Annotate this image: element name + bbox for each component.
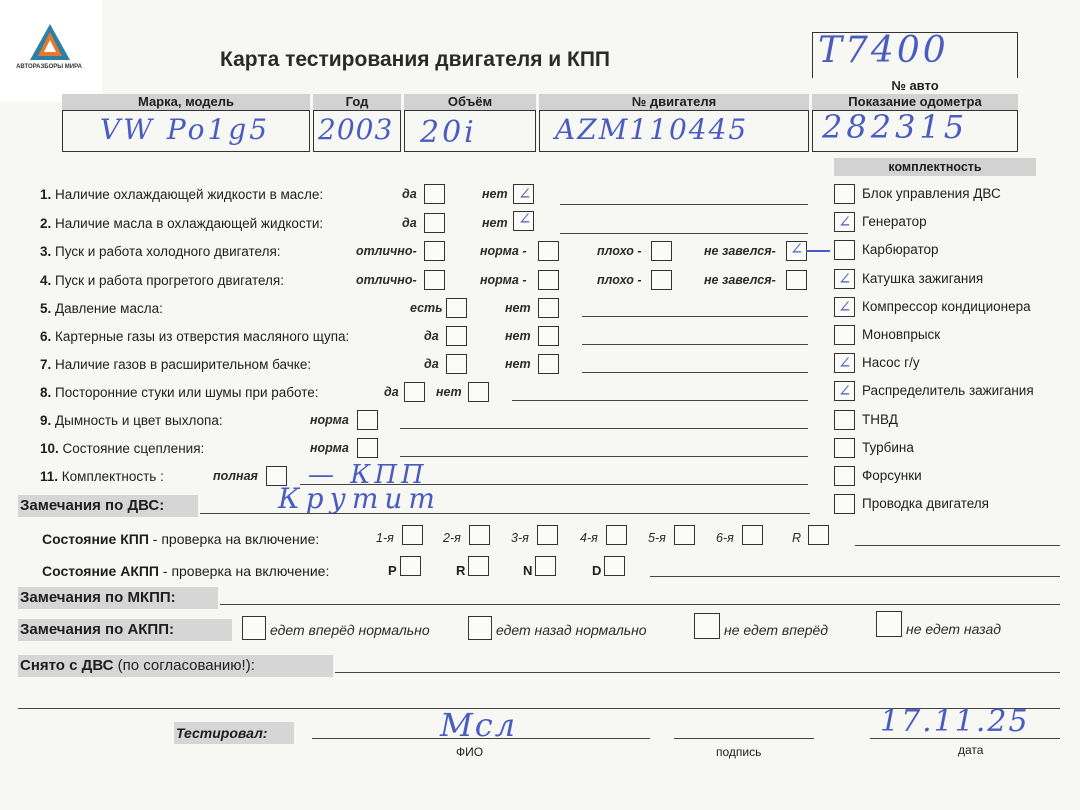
check-row-5: 5. Давление масла: [40,301,163,316]
header-year: Год [313,94,401,110]
kit-item [834,381,1054,403]
r3-excellent-label: отлично- [356,244,417,258]
r10-norm-checkbox[interactable] [357,438,378,458]
r5-no-checkbox[interactable] [538,298,559,318]
r10-line [400,456,808,457]
r1-no-mark: ∠ [518,184,532,203]
kpp-gear-label: 2-я [443,531,461,545]
kit-item-label: Компрессор кондиционера [862,298,1031,314]
auto-number-label: № авто [891,78,939,93]
kit-item-label: Генератор [862,214,927,230]
kpp-gear-label: 6-я [716,531,734,545]
akpp-gear-label: R [456,563,466,578]
kit-item-checkbox[interactable] [834,297,855,317]
akpp-no-back-checkbox[interactable] [876,611,902,637]
kpp-gear-checkbox[interactable] [742,525,763,545]
akpp-gear-checkbox[interactable] [535,556,556,576]
r9-norm-checkbox[interactable] [357,410,378,430]
kit-item-checkbox[interactable] [834,494,855,514]
kit-item-label: Проводка двигателя [862,496,989,512]
check-row-1: 1. Наличие охлаждающей жидкости в масле: [40,187,324,202]
kit-item-label: ТНВД [862,411,898,427]
fio-caption: ФИО [456,745,484,759]
kit-item-label: Катушка зажигания [862,270,984,286]
kit-item-checkbox[interactable] [834,184,855,204]
engine-number-value: AZM110445 [555,113,749,146]
kit-item-label: Форсунки [862,468,922,483]
r3-bad-label: плохо - [597,244,642,258]
kit-item-checkbox[interactable] [834,240,855,260]
check-row-8: 8. Посторонние стуки или шумы при работе: [40,385,319,400]
r4-normal-checkbox[interactable] [538,270,559,290]
r2-yes-label: да [402,216,417,230]
remarks-dvs-label: Замечания по ДВС: [18,495,198,517]
remarks-dvs-line [200,513,810,514]
r5-present-checkbox[interactable] [446,298,467,318]
kpp-gear-checkbox[interactable] [808,525,829,545]
kpp-gear-label: R [792,531,802,545]
akpp-forward-ok-label: едет вперёд нормально [270,622,430,638]
remarks-mkpp-line [220,604,1060,605]
kit-item-checkbox[interactable] [834,325,855,345]
r9-norm-label: норма [310,413,349,427]
r7-yes-label: да [424,357,439,371]
r7-no-checkbox[interactable] [538,354,559,374]
check-row-6: 6. Картерные газы из отверстия масляного щупа: [40,329,350,344]
r6-no-label: нет [505,329,531,343]
check-row-2: 2. Наличие масла в охлаждающей жидкости: [40,216,324,231]
kpp-gear-checkbox[interactable] [606,525,627,545]
r4-not-started-label: не завелся- [704,273,776,287]
akpp-no-back-label: не едет назад [906,621,1001,637]
kit-item-mark: ∠ [838,353,852,373]
check-row-9: 9. Дымность и цвет выхлопа: [40,413,223,428]
check-row-11: 11. Комплектность : [40,469,164,484]
kit-item [834,466,1054,488]
kit-item-checkbox[interactable] [834,438,855,458]
akpp-no-forward-checkbox[interactable] [694,613,720,639]
signature-line [674,738,814,739]
r6-line [582,344,808,345]
r3-bad-checkbox[interactable] [651,241,672,261]
r4-bad-label: плохо - [597,273,642,287]
kit-item [834,438,1054,460]
kpp-gear-checkbox[interactable] [674,525,695,545]
r8-no-label: нет [436,385,462,399]
volume-value: 20i [420,115,477,150]
kit-item-checkbox[interactable] [834,353,855,373]
remarks-dvs-value: Крутит [278,482,441,515]
odometer-value: 282315 [822,108,969,146]
r7-yes-checkbox[interactable] [446,354,467,374]
akpp-gear-checkbox[interactable] [400,556,421,576]
r8-yes-label: да [384,385,399,399]
r5-line [582,316,808,317]
check-row-3: 3. Пуск и работа холодного двигателя: [40,244,281,259]
r9-line [400,428,808,429]
page-title: Карта тестирования двигателя и КПП [220,48,611,71]
kit-item-checkbox[interactable] [834,466,855,486]
akpp-gear-checkbox[interactable] [604,556,625,576]
header-odometer: Показание одометра [812,94,1018,110]
akpp-gear-checkbox[interactable] [468,556,489,576]
kit-item [834,325,1054,347]
kit-item-mark: ∠ [838,268,852,288]
r5-present-label: есть [410,301,443,315]
kpp-gear-label: 1-я [376,531,394,545]
check-row-7: 7. Наличие газов в расширительном бачке: [40,357,312,372]
kit-item-mark: ∠ [838,381,852,401]
year-value: 2003 [318,113,394,146]
check-row-10: 10. Состояние сцепления: [40,441,205,456]
r1-line [560,204,808,205]
kit-item-label: Насос г/у [862,355,920,371]
date-caption: дата [958,743,984,757]
r8-yes-checkbox[interactable] [404,382,425,402]
r2-line [560,233,808,234]
r4-excellent-label: отлично- [356,273,417,287]
akpp-back-ok-label: едет назад нормально [496,622,647,638]
r7-line [582,372,808,373]
tester-value: Мсл [440,706,518,744]
akpp-gear-label: N [523,563,533,578]
kit-item-checkbox[interactable] [834,269,855,289]
kit-item [834,269,1054,291]
kit-item-checkbox[interactable] [834,212,855,232]
kit-item [834,410,1054,432]
logo-text: АВТОРАЗБОРЫ МИРА [16,64,82,70]
kit-item-label: Блок управления ДВС [862,186,1001,201]
r11-handwritten: — КПП [308,460,428,490]
kit-item [834,494,1054,516]
r1-no-label: нет [482,187,508,201]
r3-normal-checkbox[interactable] [538,241,559,261]
r1-yes-label: да [402,187,417,201]
kpp-gear-checkbox[interactable] [537,525,558,545]
remarks-akpp-label: Замечания по АКПП: [18,619,232,641]
r3-not-started-mark: ∠ [790,239,804,258]
kit-item-checkbox[interactable] [834,410,855,430]
kit-item [834,240,1054,262]
r6-yes-checkbox[interactable] [446,326,467,346]
kpp-state-label: Состояние КПП - проверка на включение: [42,531,320,547]
r2-yes-checkbox[interactable] [424,213,445,233]
r4-excellent-checkbox[interactable] [424,270,445,290]
r8-no-checkbox[interactable] [468,382,489,402]
akpp-forward-ok-checkbox[interactable] [242,616,266,640]
logo-area [0,0,102,102]
removed-label: Снято с ДВС (по согласованию!): [18,655,333,677]
r3-mark-tail [806,250,830,252]
r11-full-label: полная [213,469,258,483]
kit-item [834,212,1054,234]
kit-item-checkbox[interactable] [834,381,855,401]
kpp-gear-label: 3-я [511,531,529,545]
kpp-line [855,545,1060,546]
akpp-gear-label: P [388,563,397,578]
logo-icon [28,22,72,62]
kpp-gear-checkbox[interactable] [402,525,423,545]
header-engine-number: № двигателя [539,94,809,110]
kit-item-mark: ∠ [838,296,852,316]
kit-item-mark: ∠ [838,212,852,232]
date-value: 17.11.25 [880,704,1030,739]
r2-no-mark: ∠ [518,209,532,228]
kit-item-label: Турбина [862,439,914,455]
r3-excellent-checkbox[interactable] [424,241,445,261]
auto-number-value: T7400 [818,30,949,71]
r10-norm-label: норма [310,441,349,455]
r5-no-label: нет [505,301,531,315]
akpp-back-ok-checkbox[interactable] [468,616,492,640]
kit-item-label: Моновпрыск [862,327,941,342]
r4-not-started-checkbox[interactable] [786,270,807,290]
kit-item [834,184,1054,206]
r6-yes-label: да [424,329,439,343]
kit-item-label: Распределитель зажигания [862,383,1034,399]
r6-no-checkbox[interactable] [538,326,559,346]
kit-item-label: Карбюратор [862,242,939,258]
check-row-4: 4. Пуск и работа прогретого двигателя: [40,273,284,288]
r2-no-label: нет [482,216,508,230]
r8-line [512,400,808,401]
akpp-gear-label: D [592,563,602,578]
kit-item [834,297,1054,319]
r4-bad-checkbox[interactable] [651,270,672,290]
kpp-gear-label: 5-я [648,531,666,545]
signature-caption: подпись [716,745,762,759]
remarks-mkpp-label: Замечания по МКПП: [18,587,218,609]
akpp-state-label: Состояние АКПП - проверка на включение: [42,563,330,579]
akpp-line [650,576,1060,577]
header-model: Марка, модель [62,94,310,110]
r7-no-label: нет [505,357,531,371]
kpp-gear-label: 4-я [580,531,598,545]
tested-label: Тестировал: [174,722,294,744]
kpp-gear-checkbox[interactable] [469,525,490,545]
r1-yes-checkbox[interactable] [424,184,445,204]
removed-line [335,672,1060,673]
kit-title: комплектность [834,158,1036,176]
r3-normal-label: норма - [480,244,527,258]
fio-line [312,738,650,739]
date-line [870,738,1060,739]
akpp-no-forward-label: не едет вперёд [724,622,829,638]
model-value: VW Po1g5 [100,113,271,146]
header-volume: Объём [404,94,536,110]
r4-normal-label: норма - [480,273,527,287]
kit-item [834,353,1054,375]
r3-not-started-label: не завелся- [704,244,776,258]
